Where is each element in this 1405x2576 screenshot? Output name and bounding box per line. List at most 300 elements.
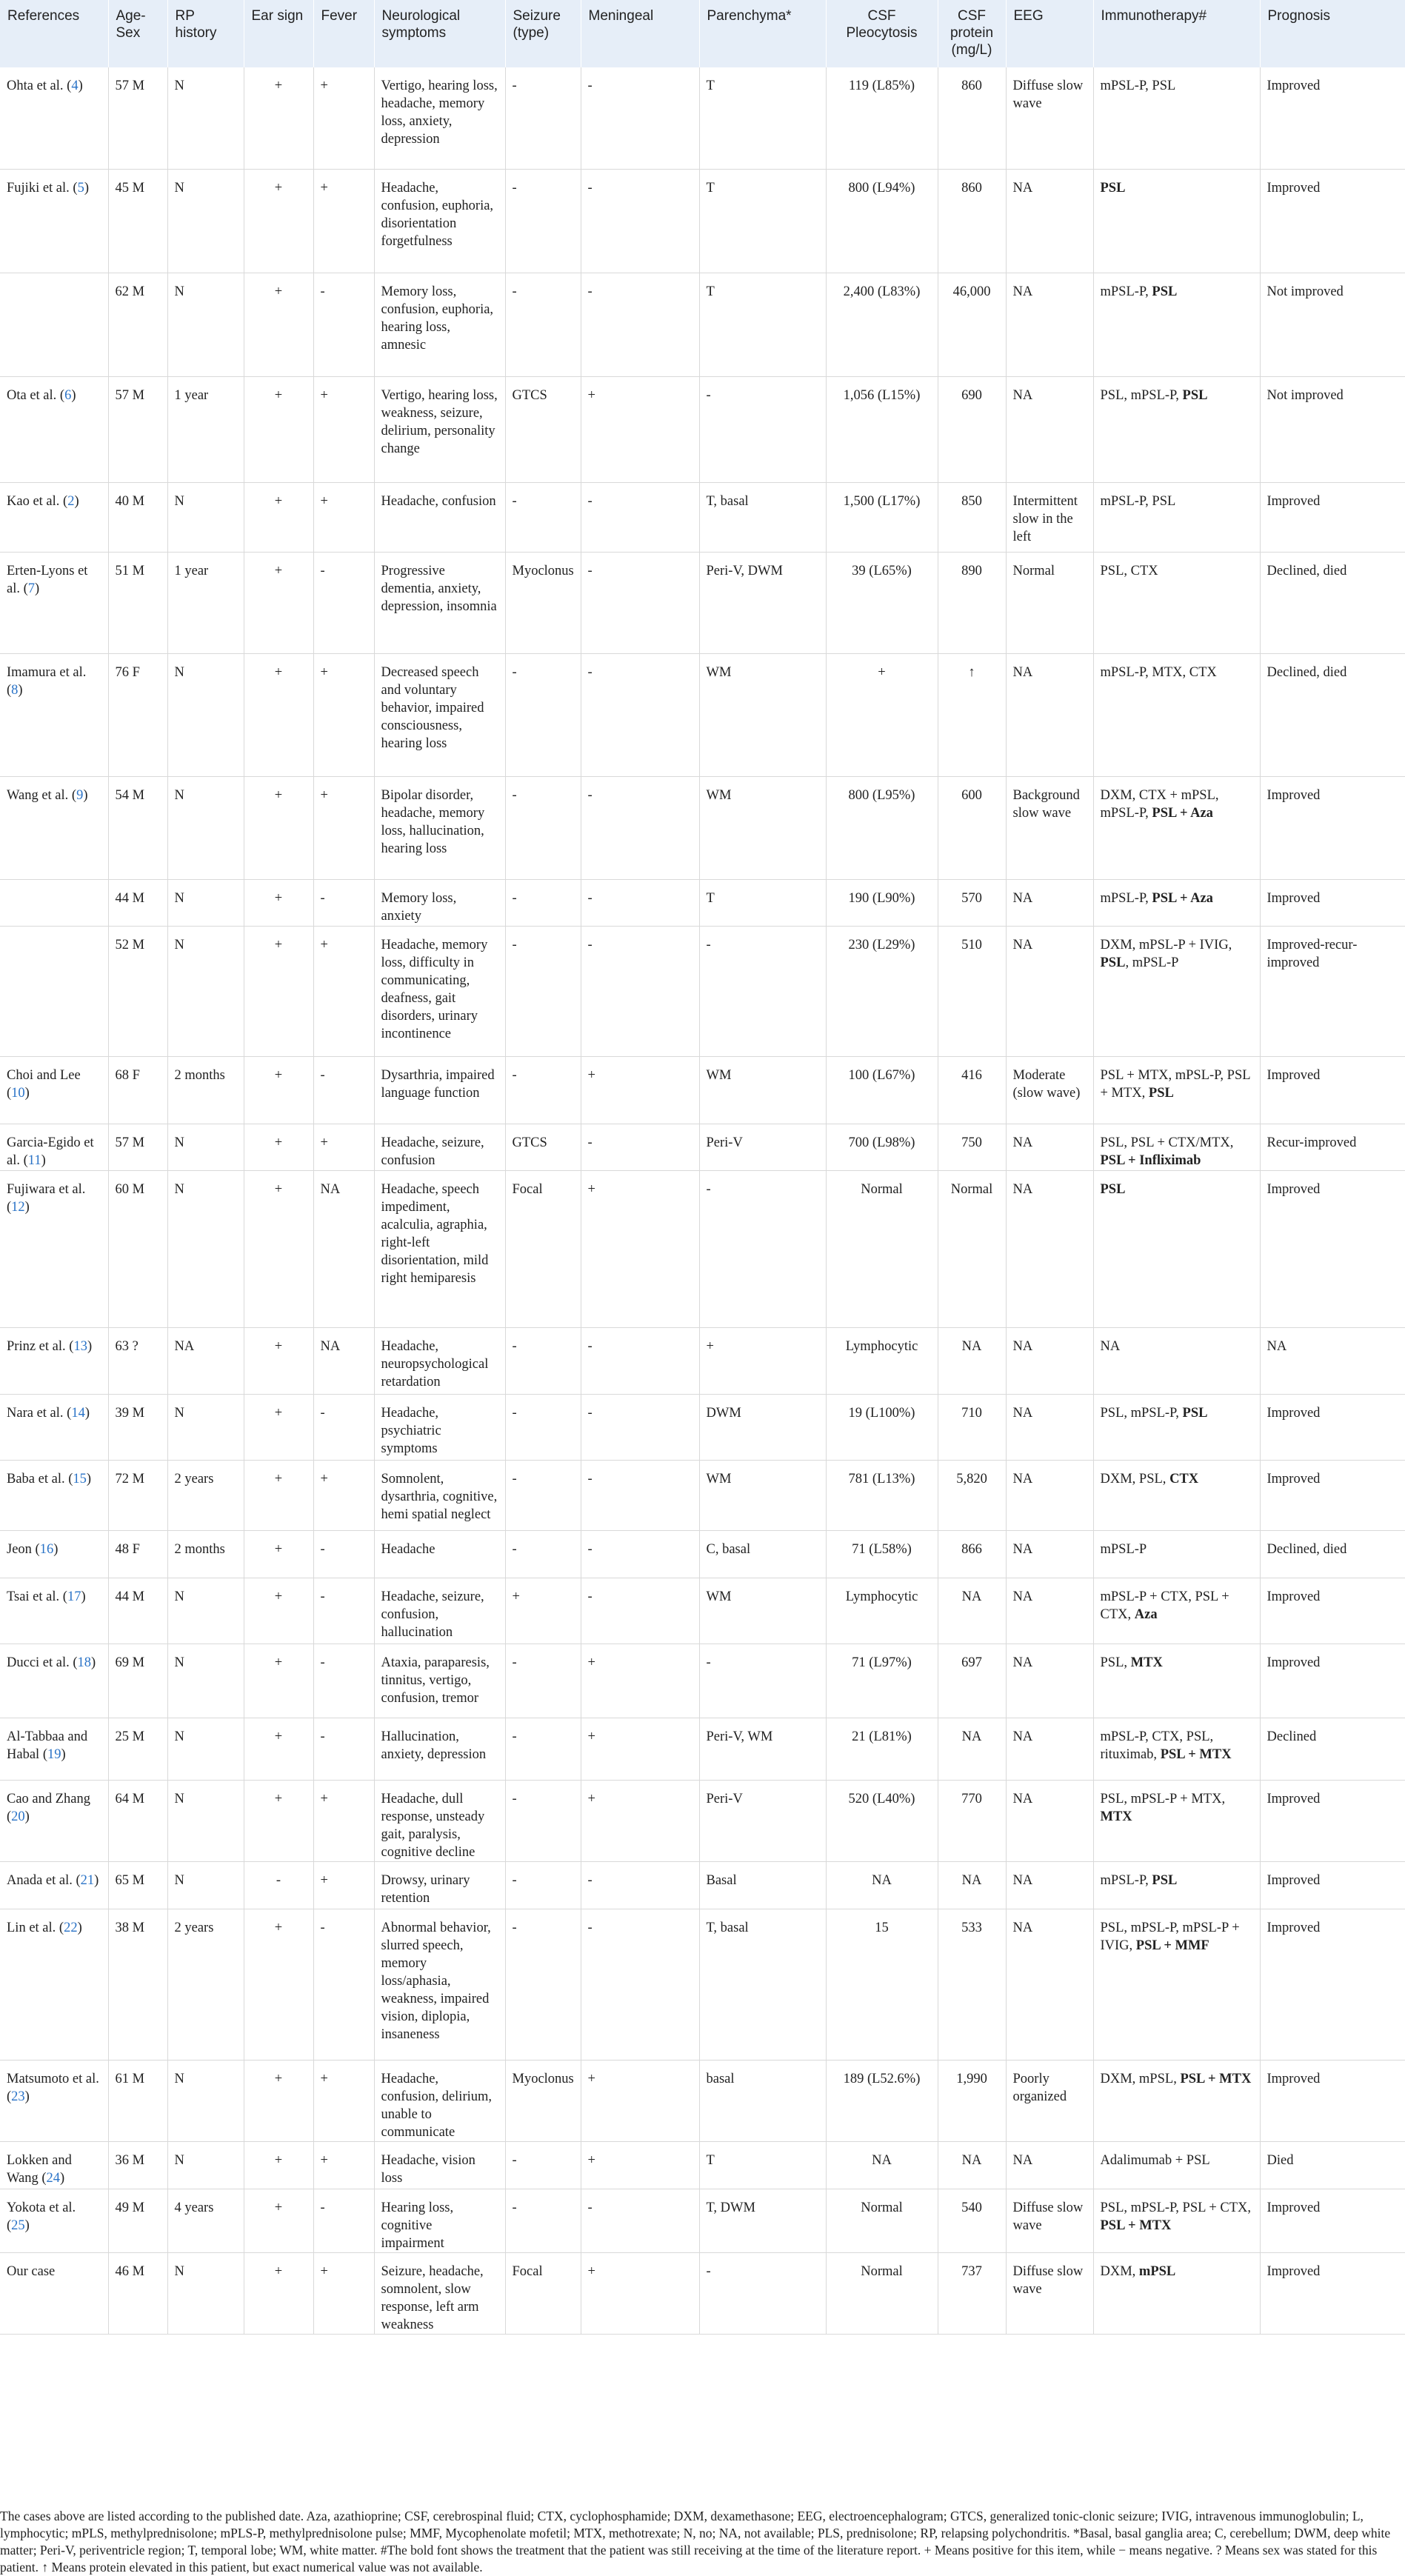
cell-fever: -	[313, 1394, 374, 1460]
cell-fever: +	[313, 376, 374, 482]
cell-rp-history: N	[167, 1124, 244, 1170]
reference-name: Lokken and Wang	[7, 2152, 72, 2186]
cell-reference: Al-Tabbaa and Habal (19)	[0, 1718, 108, 1780]
cell-immunotherapy	[1093, 2252, 1260, 2334]
cell-fever: NA	[313, 1327, 374, 1394]
table-body	[0, 67, 1405, 2334]
reference-link[interactable]: 2	[67, 493, 75, 509]
table-row	[0, 67, 1405, 169]
cell-csf-pleocytosis: 190 (L90%)	[826, 879, 938, 926]
cell-fever: +	[313, 1460, 374, 1530]
cell-prognosis: Died	[1260, 2141, 1405, 2189]
cell-parenchyma: T, basal	[699, 1909, 826, 2060]
cell-fever: +	[313, 2252, 374, 2334]
immunotherapy-text: DXM, CTX + mPSL, mPSL-P,	[1100, 787, 1219, 821]
reference-link[interactable]: 20	[11, 1809, 25, 1824]
cell-neurological-symptoms: Bipolar disorder, headache, memory loss, hallucination, hearing loss	[374, 776, 505, 879]
cell-seizure: -	[505, 653, 581, 776]
cell-rp-history: 1 year	[167, 376, 244, 482]
cell-reference: Wang et al. (9)	[0, 776, 108, 879]
immunotherapy-text: NA	[1100, 1338, 1121, 1354]
reference-link[interactable]: 24	[46, 2170, 60, 2186]
cell-immunotherapy	[1093, 1124, 1260, 1170]
cell-reference: Prinz et al. (13)	[0, 1327, 108, 1394]
cell-eeg: Poorly organized	[1006, 2060, 1093, 2141]
cell-ear-sign: +	[244, 67, 313, 169]
cell-meningeal: +	[581, 2252, 699, 2334]
header-fever: Fever	[313, 0, 374, 67]
cell-immunotherapy	[1093, 1644, 1260, 1718]
reference-link[interactable]: 21	[80, 1872, 95, 1888]
cell-ear-sign: +	[244, 776, 313, 879]
cell-immunotherapy	[1093, 879, 1260, 926]
cell-meningeal: +	[581, 376, 699, 482]
cell-eeg: NA	[1006, 1644, 1093, 1718]
reference-link[interactable]: 23	[11, 2089, 25, 2104]
cell-prognosis: Improved	[1260, 1909, 1405, 2060]
cell-parenchyma: T	[699, 169, 826, 273]
cell-reference	[0, 879, 108, 926]
cell-fever: +	[313, 67, 374, 169]
cell-meningeal: -	[581, 67, 699, 169]
cell-seizure: -	[505, 1861, 581, 1909]
cell-neurological-symptoms: Memory loss, confusion, euphoria, hearing loss, amnesic	[374, 273, 505, 376]
cell-reference: Choi and Lee (10)	[0, 1056, 108, 1124]
cell-rp-history: N	[167, 1718, 244, 1780]
cell-rp-history: 2 years	[167, 1460, 244, 1530]
cell-prognosis: Improved	[1260, 1644, 1405, 1718]
cell-seizure: -	[505, 67, 581, 169]
cell-seizure: Myoclonus	[505, 552, 581, 653]
cell-age-sex: 68 F	[108, 1056, 167, 1124]
cell-age-sex: 44 M	[108, 879, 167, 926]
header-csf-pleocytosis: CSF Pleocytosis	[826, 0, 938, 67]
cell-neurological-symptoms: Somnolent, dysarthria, cognitive, hemi spatial neglect	[374, 1460, 505, 1530]
cell-parenchyma: WM	[699, 1460, 826, 1530]
cell-csf-protein: 890	[938, 552, 1006, 653]
cell-csf-protein: 5,820	[938, 1460, 1006, 1530]
reference-link[interactable]: 12	[11, 1199, 25, 1215]
cell-reference: Imamura et al. (8)	[0, 653, 108, 776]
reference-name: Erten-Lyons et al.	[7, 563, 88, 596]
cell-meningeal: -	[581, 1861, 699, 1909]
cell-age-sex: 49 M	[108, 2189, 167, 2252]
cell-csf-pleocytosis: Normal	[826, 1170, 938, 1327]
cell-prognosis: Improved	[1260, 1780, 1405, 1861]
reference-name: Jeon	[7, 1541, 32, 1557]
cell-immunotherapy	[1093, 1327, 1260, 1394]
cell-csf-protein: ↑	[938, 653, 1006, 776]
cell-csf-pleocytosis: NA	[826, 2141, 938, 2189]
cell-reference: Ota et al. (6)	[0, 376, 108, 482]
cell-seizure: -	[505, 1909, 581, 2060]
immunotherapy-text: mPSL-P, PSL	[1100, 493, 1176, 509]
cell-csf-protein: 860	[938, 67, 1006, 169]
reference-link[interactable]: 8	[11, 682, 19, 698]
cell-neurological-symptoms: Hallucination, anxiety, depression	[374, 1718, 505, 1780]
cell-reference	[0, 273, 108, 376]
cell-csf-pleocytosis: 700 (L98%)	[826, 1124, 938, 1170]
cell-parenchyma: T, basal	[699, 482, 826, 552]
cell-reference: Ohta et al. (4)	[0, 67, 108, 169]
cell-meningeal: -	[581, 273, 699, 376]
cell-rp-history: N	[167, 273, 244, 376]
header-references: References	[0, 0, 108, 67]
cell-rp-history: N	[167, 2060, 244, 2141]
cell-meningeal: -	[581, 1909, 699, 2060]
cell-immunotherapy	[1093, 2060, 1260, 2141]
cell-age-sex: 72 M	[108, 1460, 167, 1530]
cell-ear-sign: +	[244, 1124, 313, 1170]
cell-reference: Anada et al. (21)	[0, 1861, 108, 1909]
cell-immunotherapy	[1093, 376, 1260, 482]
cell-meningeal: +	[581, 1644, 699, 1718]
cell-csf-protein: 710	[938, 1394, 1006, 1460]
cell-immunotherapy	[1093, 926, 1260, 1056]
immunotherapy-text: mPSL-P, PSL	[1100, 79, 1176, 93]
reference-link[interactable]: 25	[11, 2218, 25, 2233]
cell-csf-protein: 697	[938, 1644, 1006, 1718]
immunotherapy-text: mPSL-P	[1100, 1541, 1147, 1557]
cell-reference: Fujiki et al. (5)	[0, 169, 108, 273]
cell-seizure: -	[505, 482, 581, 552]
cell-ear-sign: +	[244, 1718, 313, 1780]
cell-reference: Garcia-Egido et al. (11)	[0, 1124, 108, 1170]
reference-link[interactable]: 19	[47, 1746, 61, 1762]
cell-meningeal: -	[581, 776, 699, 879]
immunotherapy-current: CTX	[1169, 1471, 1199, 1486]
cell-immunotherapy	[1093, 67, 1260, 169]
footnote-line: patient. ↑ Means protein elevated in this patient, but exact numerical value was not available.	[0, 2560, 483, 2575]
reference-name: Choi and Lee	[7, 1067, 81, 1083]
table-row	[0, 482, 1405, 552]
immunotherapy-text: PSL, mPSL-P,	[1100, 1405, 1183, 1421]
cell-parenchyma: WM	[699, 776, 826, 879]
cell-age-sex: 46 M	[108, 2252, 167, 2334]
immunotherapy-text: Adalimumab + PSL	[1100, 2152, 1210, 2168]
cell-csf-pleocytosis: 800 (L94%)	[826, 169, 938, 273]
cell-csf-pleocytosis: 21 (L81%)	[826, 1718, 938, 1780]
immunotherapy-current: PSL + MMF	[1135, 1938, 1209, 1953]
cell-age-sex: 65 M	[108, 1861, 167, 1909]
cell-rp-history: N	[167, 169, 244, 273]
cell-meningeal: -	[581, 926, 699, 1056]
cell-meningeal: +	[581, 2141, 699, 2189]
cell-prognosis: Improved	[1260, 2060, 1405, 2141]
cell-rp-history: 1 year	[167, 552, 244, 653]
cell-fever: -	[313, 1578, 374, 1644]
cell-fever: +	[313, 1780, 374, 1861]
cell-csf-pleocytosis: 2,400 (L83%)	[826, 273, 938, 376]
cell-csf-pleocytosis: 100 (L67%)	[826, 1056, 938, 1124]
table-row	[0, 653, 1405, 776]
immunotherapy-current: PSL + Infliximab	[1100, 1152, 1201, 1168]
cell-reference: Lin et al. (22)	[0, 1909, 108, 2060]
cell-age-sex: 39 M	[108, 1394, 167, 1460]
cell-meningeal: -	[581, 879, 699, 926]
cell-rp-history: N	[167, 776, 244, 879]
cell-csf-protein: NA	[938, 1578, 1006, 1644]
reference-link[interactable]: 11	[27, 1152, 41, 1168]
reference-name: Anada et al.	[7, 1872, 73, 1888]
cell-meningeal: +	[581, 1056, 699, 1124]
cell-neurological-symptoms: Vertigo, hearing loss, weakness, seizure, delirium, personality change	[374, 376, 505, 482]
cell-immunotherapy	[1093, 273, 1260, 376]
immunotherapy-current: PSL + Aza	[1152, 890, 1213, 906]
cell-neurological-symptoms: Drowsy, urinary retention	[374, 1861, 505, 1909]
cell-fever: -	[313, 879, 374, 926]
cell-seizure: -	[505, 776, 581, 879]
reference-link[interactable]: 14	[71, 1405, 85, 1421]
reference-link[interactable]: 6	[64, 387, 72, 403]
reference-link[interactable]: 18	[77, 1655, 92, 1670]
cell-neurological-symptoms: Headache, seizure, confusion, hallucination	[374, 1578, 505, 1644]
cell-csf-pleocytosis: 15	[826, 1909, 938, 2060]
cell-rp-history: 2 months	[167, 1056, 244, 1124]
cell-immunotherapy	[1093, 2189, 1260, 2252]
cell-immunotherapy	[1093, 1780, 1260, 1861]
cell-immunotherapy	[1093, 1578, 1260, 1644]
cell-eeg: Background slow wave	[1006, 776, 1093, 879]
cell-age-sex: 52 M	[108, 926, 167, 1056]
cell-csf-pleocytosis: 189 (L52.6%)	[826, 2060, 938, 2141]
cell-csf-protein: 510	[938, 926, 1006, 1056]
reference-name: Tsai et al.	[7, 1589, 60, 1604]
cell-prognosis: Improved	[1260, 1394, 1405, 1460]
immunotherapy-text: PSL, CTX	[1100, 563, 1158, 578]
cell-ear-sign: +	[244, 169, 313, 273]
reference-name: Nara et al.	[7, 1405, 64, 1421]
cell-meningeal: -	[581, 552, 699, 653]
table-row	[0, 169, 1405, 273]
cell-seizure: -	[505, 1530, 581, 1578]
footnote-line: lymphocytic; mPLS, methylprednisolone; mPLS-P, methylprednisolone pulse; MMF, Mycophenolate mofetil; MTX, methotrexate; N, no; NA, not available; PLS, prednisolone; RP, relapsing polychondritis. *Basal, basal ganglia area; C, cerebellum; DWM, deep white	[0, 2526, 1391, 2540]
cell-neurological-symptoms: Headache, confusion, euphoria, disorientation forgetfulness	[374, 169, 505, 273]
immunotherapy-text: , mPSL-P	[1125, 955, 1179, 970]
immunotherapy-text: PSL + MTX, mPSL-P, PSL + MTX,	[1100, 1067, 1250, 1101]
cell-parenchyma: -	[699, 2252, 826, 2334]
cell-ear-sign: +	[244, 1780, 313, 1861]
reference-link[interactable]: 22	[64, 1920, 78, 1935]
cell-csf-pleocytosis: 1,500 (L17%)	[826, 482, 938, 552]
cell-csf-protein: 570	[938, 879, 1006, 926]
cell-immunotherapy	[1093, 169, 1260, 273]
cell-reference	[0, 2252, 108, 2334]
immunotherapy-text: mPSL-P,	[1100, 1872, 1152, 1888]
cell-fever: -	[313, 2189, 374, 2252]
cell-csf-pleocytosis: 230 (L29%)	[826, 926, 938, 1056]
cell-age-sex: 48 F	[108, 1530, 167, 1578]
cell-prognosis: Improved	[1260, 776, 1405, 879]
immunotherapy-current: PSL	[1148, 1085, 1174, 1101]
immunotherapy-current: MTX	[1100, 1809, 1132, 1824]
cell-eeg: Moderate (slow wave)	[1006, 1056, 1093, 1124]
cell-age-sex: 36 M	[108, 2141, 167, 2189]
cell-seizure: -	[505, 1056, 581, 1124]
cell-seizure: Focal	[505, 1170, 581, 1327]
cell-rp-history: N	[167, 1394, 244, 1460]
cell-seizure: -	[505, 273, 581, 376]
reference-link[interactable]: 5	[77, 180, 84, 196]
cell-csf-protein: 750	[938, 1124, 1006, 1170]
cell-eeg: NA	[1006, 1394, 1093, 1460]
cell-age-sex: 57 M	[108, 67, 167, 169]
cell-seizure: GTCS	[505, 376, 581, 482]
immunotherapy-current: Aza	[1134, 1606, 1158, 1622]
reference-name: Ducci et al.	[7, 1655, 70, 1670]
cell-eeg: NA	[1006, 653, 1093, 776]
cell-fever: -	[313, 1644, 374, 1718]
reference-link[interactable]: 17	[67, 1589, 81, 1604]
immunotherapy-current: PSL	[1100, 1181, 1126, 1197]
cell-rp-history: 4 years	[167, 2189, 244, 2252]
table-row	[0, 1460, 1405, 1530]
cell-eeg: NA	[1006, 1861, 1093, 1909]
cell-seizure: -	[505, 1460, 581, 1530]
cell-seizure: -	[505, 2141, 581, 2189]
cell-seizure: -	[505, 2189, 581, 2252]
cell-fever: +	[313, 1861, 374, 1909]
cell-meningeal: -	[581, 2189, 699, 2252]
cell-seizure: +	[505, 1578, 581, 1644]
reference-name: Imamura et al.	[7, 664, 87, 680]
cell-neurological-symptoms: Memory loss, anxiety	[374, 879, 505, 926]
cell-meningeal: -	[581, 1530, 699, 1578]
cell-immunotherapy	[1093, 653, 1260, 776]
header-neurological-symptoms: Neurological symptoms	[374, 0, 505, 67]
reference-name: Fujiki et al.	[7, 180, 70, 196]
cell-rp-history: N	[167, 482, 244, 552]
cell-csf-pleocytosis: 71 (L58%)	[826, 1530, 938, 1578]
cell-neurological-symptoms: Headache	[374, 1530, 505, 1578]
immunotherapy-current: PSL	[1182, 387, 1208, 403]
cell-eeg: NA	[1006, 2141, 1093, 2189]
cell-age-sex: 40 M	[108, 482, 167, 552]
cell-seizure: Focal	[505, 2252, 581, 2334]
cell-seizure: -	[505, 1394, 581, 1460]
cell-reference: Fujiwara et al. (12)	[0, 1170, 108, 1327]
cell-eeg: NA	[1006, 169, 1093, 273]
reference-link[interactable]: 16	[39, 1541, 54, 1557]
cell-age-sex: 54 M	[108, 776, 167, 879]
header-meningeal: Meningeal	[581, 0, 699, 67]
cell-prognosis: Improved	[1260, 1170, 1405, 1327]
cell-seizure: -	[505, 926, 581, 1056]
header-seizure: Seizure (type)	[505, 0, 581, 67]
cell-csf-protein: 737	[938, 2252, 1006, 2334]
cell-parenchyma: -	[699, 1170, 826, 1327]
cell-parenchyma: WM	[699, 1056, 826, 1124]
immunotherapy-current: PSL	[1182, 1405, 1208, 1421]
cell-age-sex: 69 M	[108, 1644, 167, 1718]
cell-ear-sign: +	[244, 2252, 313, 2334]
reference-name: Ota et al.	[7, 387, 57, 403]
cell-csf-protein: 46,000	[938, 273, 1006, 376]
table-row	[0, 1780, 1405, 1861]
cell-rp-history: 2 years	[167, 1909, 244, 2060]
cell-fever: +	[313, 653, 374, 776]
cell-immunotherapy	[1093, 1861, 1260, 1909]
table-row	[0, 2189, 1405, 2252]
reference-link[interactable]: 15	[73, 1471, 87, 1486]
cell-age-sex: 60 M	[108, 1170, 167, 1327]
table-row	[0, 1124, 1405, 1170]
cell-age-sex: 45 M	[108, 169, 167, 273]
cell-neurological-symptoms: Headache, confusion	[374, 482, 505, 552]
cell-reference: Yokota et al. (25)	[0, 2189, 108, 2252]
cell-ear-sign: +	[244, 1460, 313, 1530]
cell-prognosis: Improved	[1260, 1056, 1405, 1124]
cell-age-sex: 63 ?	[108, 1327, 167, 1394]
cell-age-sex: 44 M	[108, 1578, 167, 1644]
reference-name: Wang et al.	[7, 787, 69, 803]
cell-prognosis: Improved	[1260, 67, 1405, 169]
cell-seizure: -	[505, 879, 581, 926]
header-rp-history: RP history	[167, 0, 244, 67]
immunotherapy-text: PSL, mPSL-P, mPSL-P + IVIG,	[1100, 1920, 1240, 1953]
header-csf-protein: CSF protein (mg/L)	[938, 0, 1006, 67]
table-row	[0, 1056, 1405, 1124]
cell-age-sex: 57 M	[108, 376, 167, 482]
cell-ear-sign: +	[244, 482, 313, 552]
cell-fever: -	[313, 552, 374, 653]
reference-link[interactable]: 10	[11, 1085, 25, 1101]
table-row	[0, 1644, 1405, 1718]
cell-fever: +	[313, 169, 374, 273]
cell-parenchyma: T	[699, 67, 826, 169]
table-row	[0, 879, 1405, 926]
cell-parenchyma: -	[699, 1644, 826, 1718]
cell-parenchyma: WM	[699, 1578, 826, 1644]
cell-ear-sign: +	[244, 2141, 313, 2189]
immunotherapy-current: PSL	[1100, 955, 1126, 970]
reference-link[interactable]: 9	[76, 787, 84, 803]
cell-rp-history: N	[167, 926, 244, 1056]
cell-csf-protein: 540	[938, 2189, 1006, 2252]
cell-csf-pleocytosis: Normal	[826, 2252, 938, 2334]
cell-csf-pleocytosis: Lymphocytic	[826, 1578, 938, 1644]
cell-prognosis: Improved	[1260, 482, 1405, 552]
immunotherapy-text: PSL,	[1100, 1655, 1131, 1670]
cell-prognosis: Recur-improved	[1260, 1124, 1405, 1170]
reference-link[interactable]: 4	[71, 79, 79, 93]
table-row	[0, 273, 1405, 376]
table-row	[0, 1394, 1405, 1460]
cell-neurological-symptoms: Headache, memory loss, difficulty in communicating, deafness, gait disorders, urinary incontinence	[374, 926, 505, 1056]
reference-name: Lin et al.	[7, 1920, 56, 1935]
header-ear-sign: Ear sign	[244, 0, 313, 67]
cell-meningeal: +	[581, 1718, 699, 1780]
immunotherapy-current: PSL + Aza	[1152, 805, 1213, 821]
cell-reference: Lokken and Wang (24)	[0, 2141, 108, 2189]
cell-age-sex: 57 M	[108, 1124, 167, 1170]
cell-prognosis: Declined, died	[1260, 552, 1405, 653]
immunotherapy-text: PSL, mPSL-P, PSL + CTX,	[1100, 2200, 1252, 2215]
reference-link[interactable]: 13	[73, 1338, 87, 1354]
immunotherapy-text: DXM,	[1100, 2263, 1139, 2279]
cell-rp-history: N	[167, 1861, 244, 1909]
cell-csf-pleocytosis: +	[826, 653, 938, 776]
cell-csf-protein: Normal	[938, 1170, 1006, 1327]
cell-reference: Kao et al. (2)	[0, 482, 108, 552]
reference-link[interactable]: 7	[27, 581, 36, 596]
immunotherapy-current: mPSL	[1138, 2263, 1176, 2279]
cell-fever: -	[313, 1909, 374, 2060]
cell-ear-sign: +	[244, 1644, 313, 1718]
immunotherapy-text: DXM, PSL,	[1100, 1471, 1170, 1486]
cell-reference	[0, 926, 108, 1056]
table-footnote	[0, 2508, 1404, 2576]
